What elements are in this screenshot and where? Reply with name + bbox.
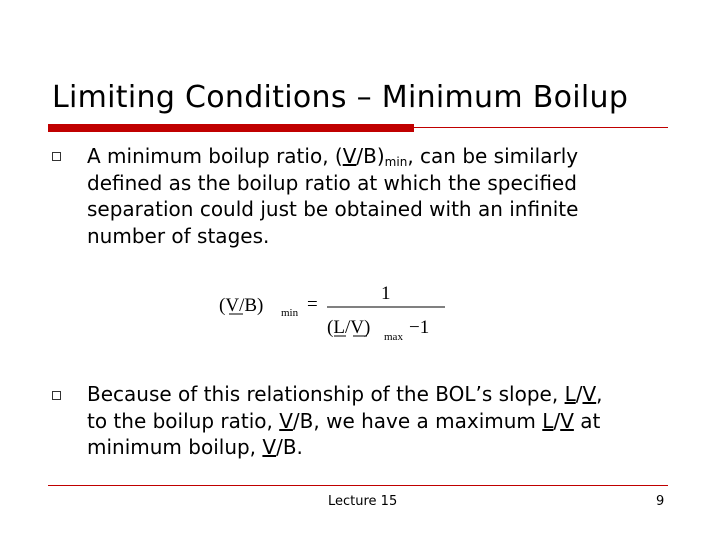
footer-lecture-label: Lecture 15 xyxy=(328,494,398,509)
bullet-text-1 xyxy=(87,143,687,250)
b2-l2-v2: V xyxy=(560,408,574,433)
b2-l2-slash: / xyxy=(553,408,561,433)
formula-den-open: ( xyxy=(327,317,334,338)
formula-den-l: L xyxy=(333,317,345,338)
b1-line1-sub: min xyxy=(384,155,408,169)
formula-lhs-open: ( xyxy=(219,295,226,316)
b2-l2-mid: /B, we have a maximum xyxy=(292,408,543,433)
slide-title: Limiting Conditions – Minimum Boilup xyxy=(52,80,629,115)
b1-line1-post: , can be similarly xyxy=(407,144,579,168)
footer-divider-line xyxy=(48,485,668,486)
title-accent-bar xyxy=(48,124,414,132)
formula-numerator: 1 xyxy=(381,283,391,304)
formula-den-slash: / xyxy=(344,317,351,338)
formula-den-close: ) xyxy=(363,317,371,338)
b2-l1-post: , xyxy=(596,382,603,406)
bullet-square-icon xyxy=(52,152,61,161)
b2-l1-v: V xyxy=(582,382,597,406)
b1-line1-mid: /B) xyxy=(356,144,385,168)
formula-den-minus: −1 xyxy=(409,317,430,338)
b1-line2: defined as the boilup ratio at which the specified xyxy=(87,170,577,195)
svg-text:(L/V) xyxy=(327,317,370,338)
boilup-formula xyxy=(215,280,455,345)
formula-lhs-sub: min xyxy=(281,307,299,319)
page-number: 9 xyxy=(656,494,665,509)
b1-line1-pre: A minimum boilup ratio, ( xyxy=(87,144,343,168)
b1-line4: number of stages. xyxy=(87,224,270,249)
bullet-square-icon xyxy=(52,391,61,400)
formula-den-sub: max xyxy=(384,331,403,343)
b2-l3-v: V xyxy=(262,435,277,460)
b1-line3: separation could just be obtained with an infinite xyxy=(87,197,579,222)
b2-l2-pre: to the boilup ratio, xyxy=(87,408,280,433)
formula-equals: = xyxy=(307,294,318,315)
b2-l1-slash: / xyxy=(575,382,583,406)
formula-lhs-post: /B) xyxy=(239,295,264,316)
b2-l2-post: at xyxy=(573,408,601,433)
svg-text:(V/B) xyxy=(219,295,263,316)
formula-den-v: V xyxy=(350,317,364,338)
title-divider-line xyxy=(48,127,668,128)
b1-line1-v: V xyxy=(342,144,357,168)
b2-l2-v: V xyxy=(279,408,293,433)
b2-l3-pre: minimum boilup, xyxy=(87,435,263,460)
b2-l1-pre: Because of this relationship of the BOL’s slope, xyxy=(87,382,565,406)
b2-l1-l: L xyxy=(564,382,576,406)
b2-l2-l: L xyxy=(542,408,554,433)
bullet-text-2 xyxy=(87,381,687,461)
b2-l3-post: /B. xyxy=(276,435,303,460)
formula-lhs-v: V xyxy=(225,295,240,316)
